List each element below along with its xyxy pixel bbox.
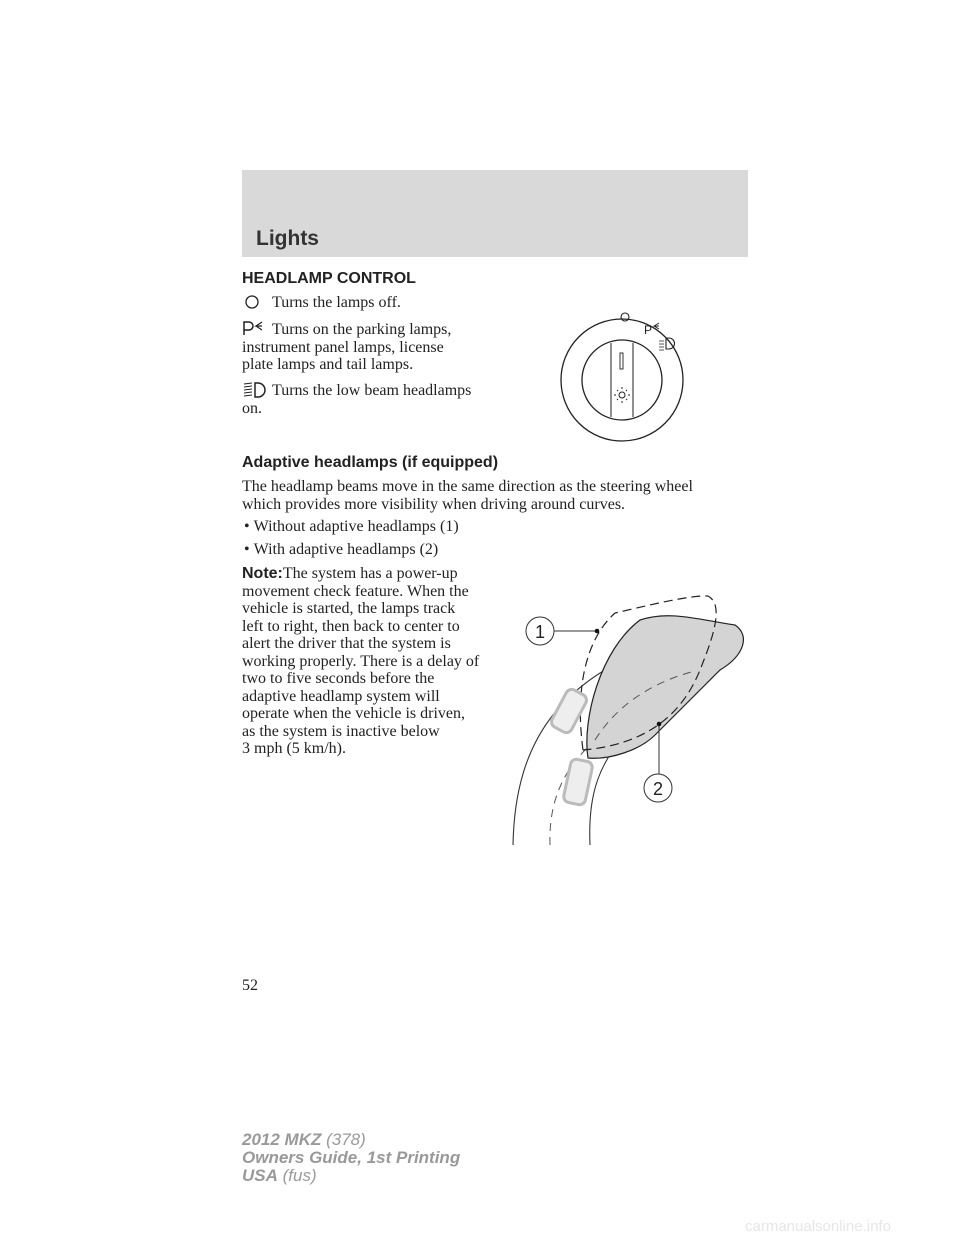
adaptive-beam-diagram — [500, 580, 760, 850]
parking-text-line1: Turns on the parking lamps, — [272, 321, 452, 338]
adaptive-headlamps-heading: Adaptive headlamps (if equipped) — [242, 454, 499, 471]
section-title: Lights — [256, 227, 319, 250]
note-line: alert the driver that the system is — [242, 635, 451, 652]
footer-region-code: (fus) — [282, 1166, 317, 1185]
footer-region: USA — [242, 1166, 278, 1185]
callout-2: 2 — [652, 779, 664, 799]
note-line: vehicle is started, the lamps track — [242, 600, 456, 617]
dial-parking-label: P — [644, 323, 653, 337]
note-line: The system has a power-up — [282, 565, 458, 582]
parking-text-line3: plate lamps and tail lamps. — [242, 356, 414, 373]
bullet-text: Without adaptive headlamps (1) — [253, 518, 459, 535]
parking-text-line2: instrument panel lamps, license — [242, 338, 444, 356]
vehicle-icon — [563, 758, 594, 806]
note-line: movement check feature. When the — [242, 582, 469, 600]
watermark: carmanualsonline.info — [745, 1218, 891, 1235]
bullet-text: With adaptive headlamps (2) — [253, 541, 439, 558]
note-line: operate when the vehicle is driven, — [242, 705, 466, 722]
vehicle-icon — [549, 687, 588, 734]
low-beam-text-line2: on. — [242, 399, 262, 417]
note-line: 3 mph (5 km/h). — [242, 740, 346, 757]
low-beam-text-line1: Turns the low beam headlamps — [272, 382, 472, 399]
note-line: left to right, then back to center to — [242, 617, 460, 635]
callout-1: 1 — [534, 622, 546, 642]
footer-model: 2012 MKZ — [242, 1130, 322, 1149]
note-block — [242, 565, 479, 758]
footer-model-code: (378) — [326, 1130, 366, 1149]
lamps-off-text: Turns the lamps off. — [272, 294, 401, 311]
page-number: 52 — [242, 977, 258, 994]
headlamp-dial-illustration — [555, 305, 695, 445]
bullet-item: • With adaptive headlamps (2) — [244, 541, 439, 558]
adaptive-para-line2: which provides more visibility when driving around curves. — [242, 495, 626, 513]
note-label: Note: — [242, 565, 283, 582]
note-line: two to five seconds before the — [242, 670, 435, 687]
footer — [242, 1131, 460, 1185]
adaptive-para-line1: The headlamp beams move in the same direction as the steering wheel — [242, 478, 693, 495]
note-line: adaptive headlamp system will — [242, 687, 440, 705]
footer-guide: Owners Guide, 1st Printing — [242, 1148, 461, 1167]
note-line: working properly. There is a delay of — [242, 652, 480, 670]
lamps-off-icon — [244, 294, 260, 310]
bullet-list — [244, 518, 459, 559]
section-header — [242, 170, 748, 257]
bullet-item: • Without adaptive headlamps (1) — [244, 518, 459, 535]
headlamp-control-heading: HEADLAMP CONTROL — [242, 270, 416, 287]
note-line: as the system is inactive below — [242, 722, 440, 740]
